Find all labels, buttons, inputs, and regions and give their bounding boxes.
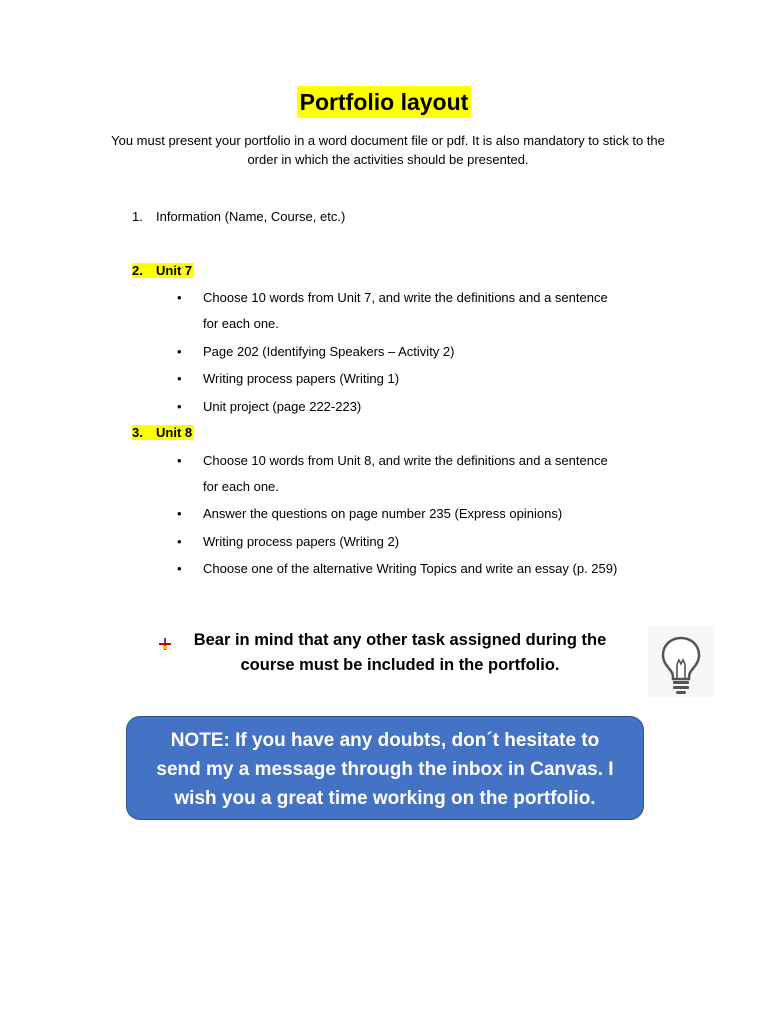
unit-7-heading <box>132 263 194 278</box>
note-line: wish you a great time working on the portfolio. <box>174 788 596 809</box>
bullet-icon: • <box>177 534 182 549</box>
bullet-text: Writing process papers (Writing 2) <box>203 534 400 549</box>
list-item-unit-7 <box>132 262 194 280</box>
lightbulb-icon <box>648 626 714 698</box>
item-number: 3. <box>132 425 143 440</box>
tip-line: course must be included in the portfolio. <box>240 656 560 674</box>
item-number: 1. <box>132 209 143 224</box>
item-label: Unit 7 <box>156 263 193 278</box>
bullet-text: Choose 10 words from Unit 8, and write the definitions and a sentence <box>203 453 608 468</box>
bullet-item <box>177 505 563 523</box>
bullet-text: Unit project (page 222-223) <box>203 399 362 414</box>
bullet-icon: • <box>177 561 182 576</box>
item-label: Information (Name, Course, etc.) <box>156 209 346 224</box>
unit-8-heading <box>132 425 194 440</box>
bullet-item <box>177 289 608 307</box>
item-label: Unit 8 <box>156 425 193 440</box>
bullet-icon: • <box>177 344 182 359</box>
bullet-text: Answer the questions on page number 235 (Express opinions) <box>203 506 563 521</box>
bullet-text: Page 202 (Identifying Speakers – Activity 2) <box>203 344 455 359</box>
tip-text <box>160 628 640 678</box>
intro-paragraph: You must present your portfolio in a word document file or pdf. It is also mandatory to stick to the order in which the activities should be presented. <box>111 133 665 167</box>
tip-line: Bear in mind that any other task assigned during the <box>193 631 607 649</box>
bullet-text: Choose one of the alternative Writing Topics and write an essay (p. 259) <box>203 561 618 576</box>
note-line: send my a message through the inbox in Canvas. I <box>156 759 614 780</box>
bullet-item <box>177 343 455 361</box>
item-number: 2. <box>132 263 143 278</box>
bullet-icon: • <box>177 399 182 414</box>
list-item-unit-8 <box>132 424 194 442</box>
bullet-icon: • <box>177 371 182 386</box>
bullet-icon: • <box>177 290 182 305</box>
bullet-continuation: for each one. <box>203 479 279 494</box>
bullet-icon: • <box>177 453 182 468</box>
bullet-item <box>177 370 400 388</box>
bullet-item <box>177 452 608 470</box>
bullet-text: Choose 10 words from Unit 7, and write the definitions and a sentence <box>203 290 608 305</box>
title-text: Portfolio layout <box>297 86 472 118</box>
note-line: NOTE: If you have any doubts, don´t hesitate to <box>170 730 600 751</box>
bullet-item <box>177 560 618 578</box>
bullet-icon: • <box>177 506 182 521</box>
bullet-text: Writing process papers (Writing 1) <box>203 371 400 386</box>
bullet-continuation: for each one. <box>203 316 279 331</box>
bullet-item <box>177 533 400 551</box>
bullet-item <box>177 398 362 416</box>
note-box <box>126 716 644 820</box>
list-item-information <box>132 208 345 226</box>
page-title <box>0 86 768 118</box>
